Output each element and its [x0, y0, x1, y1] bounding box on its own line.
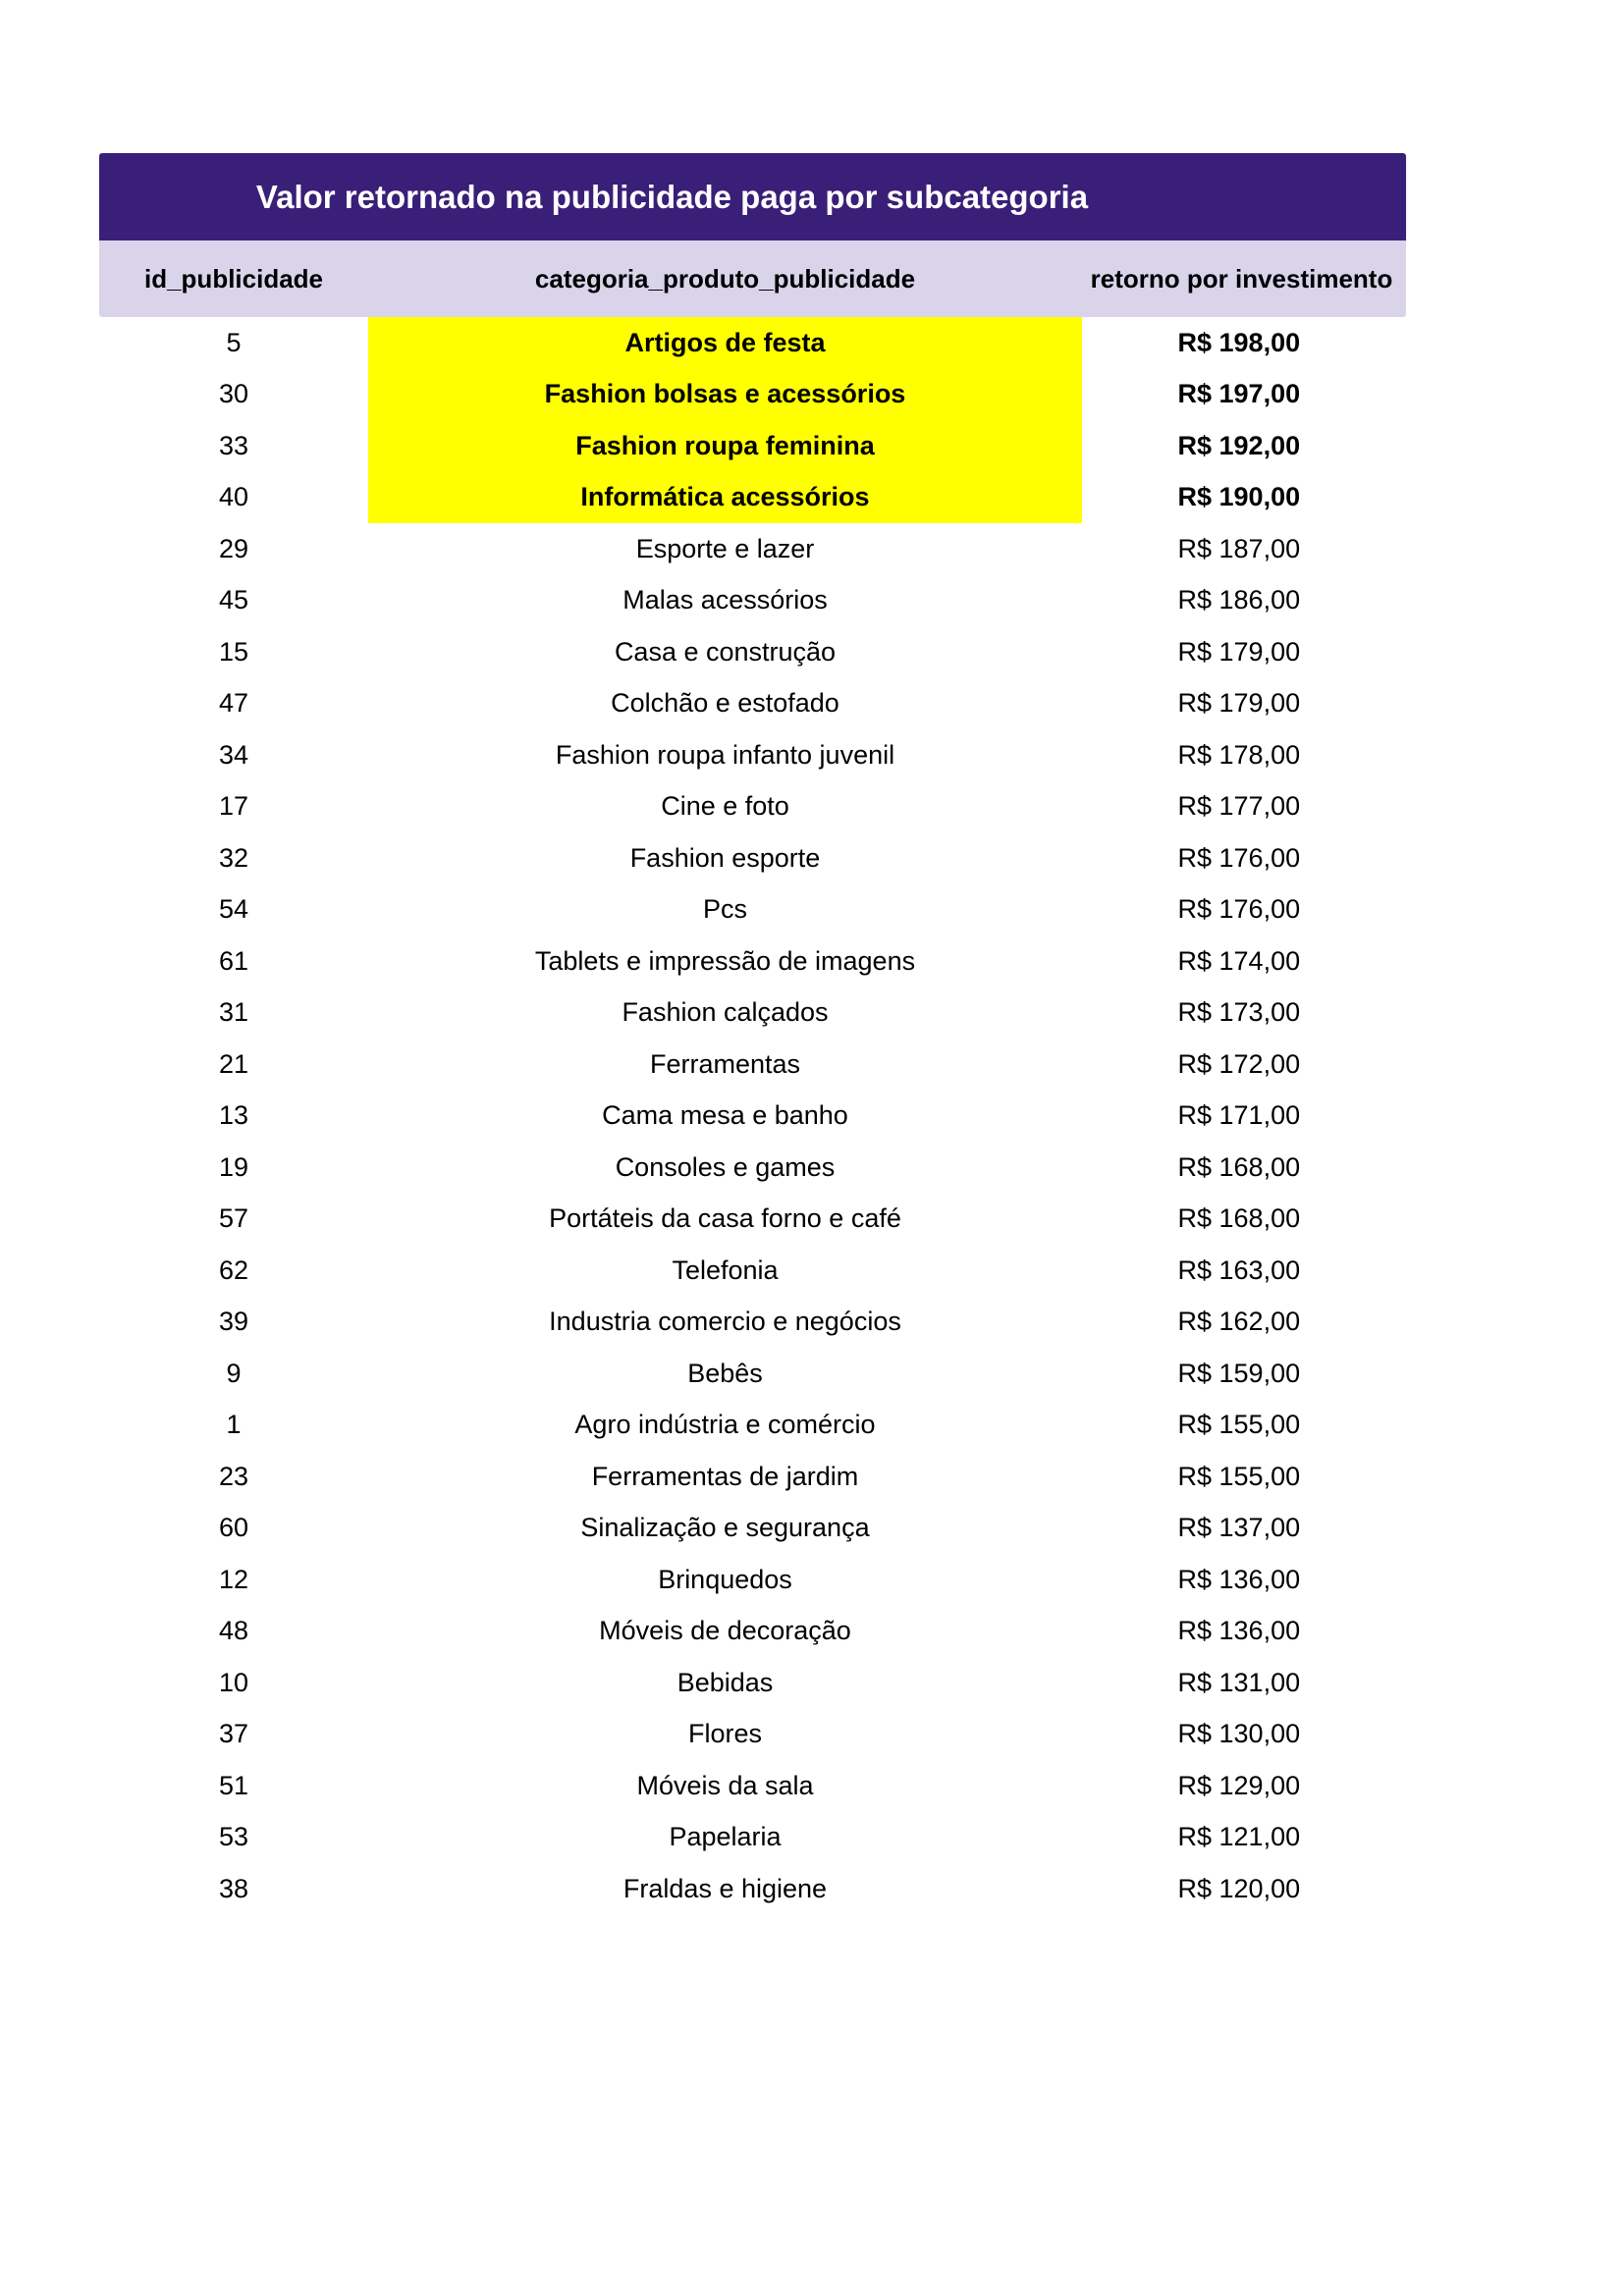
table-row — [99, 781, 1406, 833]
table-row — [99, 626, 1406, 678]
table-row — [99, 420, 1406, 472]
cell-return-value: R$ 163,00 — [1177, 1255, 1301, 1285]
cell-return — [1082, 1142, 1401, 1194]
cell-return-value: R$ 130,00 — [1177, 1719, 1301, 1749]
table-row — [99, 832, 1406, 884]
cell-id: 57 — [218, 1203, 249, 1234]
cell-return — [1082, 1812, 1401, 1864]
cell-return-value: R$ 172,00 — [1177, 1048, 1301, 1079]
cell-return-value: R$ 173,00 — [1177, 997, 1301, 1028]
cell-return-value: R$ 155,00 — [1177, 1461, 1301, 1491]
cell-category: Colchão e estofado — [611, 688, 839, 719]
cell-category: Cama mesa e banho — [602, 1100, 848, 1131]
cell-return — [1082, 420, 1401, 472]
cell-return — [1082, 1091, 1401, 1143]
cell-id: 17 — [218, 791, 249, 822]
table-row — [99, 1194, 1406, 1246]
cell-category: Agro indústria e comércio — [574, 1410, 876, 1440]
cell-id: 37 — [218, 1719, 249, 1749]
cell-category: Consoles e games — [615, 1151, 836, 1182]
cell-return-value: R$ 198,00 — [1177, 327, 1301, 357]
table-row — [99, 1245, 1406, 1297]
cell-return — [1082, 935, 1401, 988]
cell-return — [1082, 575, 1401, 627]
cell-id: 9 — [226, 1358, 242, 1388]
table-row — [99, 1297, 1406, 1349]
cell-return-value: R$ 179,00 — [1177, 636, 1301, 667]
cell-id: 5 — [226, 327, 242, 357]
cell-id: 29 — [218, 533, 249, 563]
cell-return — [1082, 369, 1401, 421]
cell-return — [1082, 523, 1401, 575]
table-title-bar — [99, 153, 1406, 240]
cell-return — [1082, 1400, 1401, 1452]
cell-return — [1082, 1348, 1401, 1400]
cell-return — [1082, 678, 1401, 730]
cell-id: 54 — [218, 894, 249, 925]
report-table — [99, 153, 1406, 1915]
cell-id: 19 — [218, 1151, 249, 1182]
cell-category: Artigos de festa — [368, 317, 1082, 369]
cell-id: 12 — [218, 1564, 249, 1594]
cell-return-value: R$ 155,00 — [1177, 1410, 1301, 1440]
cell-category: Industria comercio e negócios — [549, 1307, 901, 1337]
table-row — [99, 1863, 1406, 1915]
cell-return-value: R$ 159,00 — [1177, 1358, 1301, 1388]
cell-return — [1082, 1863, 1401, 1915]
table-row — [99, 1142, 1406, 1194]
cell-return-value: R$ 121,00 — [1177, 1822, 1301, 1852]
table-row — [99, 678, 1406, 730]
cell-return-value: R$ 136,00 — [1177, 1616, 1301, 1646]
header-return: retorno por investimento — [1090, 263, 1393, 294]
cell-return-value: R$ 187,00 — [1177, 533, 1301, 563]
cell-return — [1082, 1039, 1401, 1091]
cell-category: Telefonia — [672, 1255, 779, 1285]
cell-id: 31 — [218, 997, 249, 1028]
table-row — [99, 575, 1406, 627]
cell-return-value: R$ 168,00 — [1177, 1151, 1301, 1182]
table-row — [99, 935, 1406, 988]
cell-return — [1082, 472, 1401, 524]
cell-category: Informática acessórios — [368, 472, 1082, 524]
cell-return — [1082, 1503, 1401, 1555]
cell-return-value: R$ 120,00 — [1177, 1873, 1301, 1903]
cell-id: 40 — [218, 482, 249, 512]
cell-id: 62 — [218, 1255, 249, 1285]
cell-id: 30 — [218, 379, 249, 409]
cell-id: 45 — [218, 585, 249, 615]
cell-category: Esporte e lazer — [635, 533, 815, 563]
cell-category: Fashion roupa infanto juvenil — [555, 739, 895, 770]
cell-return-value: R$ 197,00 — [1177, 379, 1301, 409]
table-row — [99, 1039, 1406, 1091]
header-category: categoria_produto_publicidade — [534, 263, 916, 294]
cell-return-value: R$ 162,00 — [1177, 1307, 1301, 1337]
cell-category: Móveis da sala — [636, 1770, 814, 1800]
cell-id: 38 — [218, 1873, 249, 1903]
table-row — [99, 369, 1406, 421]
cell-return — [1082, 1297, 1401, 1349]
table-row — [99, 1503, 1406, 1555]
cell-return — [1082, 1606, 1401, 1658]
cell-id: 47 — [218, 688, 249, 719]
cell-return-value: R$ 190,00 — [1177, 482, 1301, 512]
cell-return — [1082, 988, 1401, 1040]
cell-category: Ferramentas — [649, 1048, 801, 1079]
cell-id: 32 — [218, 842, 249, 873]
table-row — [99, 472, 1406, 524]
cell-return-value: R$ 186,00 — [1177, 585, 1301, 615]
table-row — [99, 1760, 1406, 1812]
cell-category: Malas acessórios — [622, 585, 828, 615]
cell-return-value: R$ 179,00 — [1177, 688, 1301, 719]
cell-return-value: R$ 192,00 — [1177, 430, 1301, 460]
table-row — [99, 1709, 1406, 1761]
table-row — [99, 1657, 1406, 1709]
cell-id: 39 — [218, 1307, 249, 1337]
cell-return-value: R$ 177,00 — [1177, 791, 1301, 822]
cell-id: 61 — [218, 945, 249, 976]
table-row — [99, 988, 1406, 1040]
cell-return-value: R$ 168,00 — [1177, 1203, 1301, 1234]
cell-id: 53 — [218, 1822, 249, 1852]
cell-id: 23 — [218, 1461, 249, 1491]
cell-id: 13 — [218, 1100, 249, 1131]
cell-return — [1082, 626, 1401, 678]
cell-id: 60 — [218, 1513, 249, 1543]
cell-return — [1082, 1245, 1401, 1297]
cell-return-value: R$ 178,00 — [1177, 739, 1301, 770]
cell-id: 21 — [218, 1048, 249, 1079]
cell-category: Bebês — [687, 1358, 763, 1388]
cell-return — [1082, 1657, 1401, 1709]
cell-return-value: R$ 129,00 — [1177, 1770, 1301, 1800]
cell-return — [1082, 1554, 1401, 1606]
cell-category: Papelaria — [669, 1822, 782, 1852]
cell-return-value: R$ 171,00 — [1177, 1100, 1301, 1131]
cell-return — [1082, 1760, 1401, 1812]
cell-id: 34 — [218, 739, 249, 770]
table-row — [99, 1451, 1406, 1503]
cell-category: Móveis de decoração — [599, 1616, 851, 1646]
cell-category: Bebidas — [676, 1667, 774, 1697]
cell-return-value: R$ 131,00 — [1177, 1667, 1301, 1697]
table-row — [99, 1091, 1406, 1143]
cell-category: Flores — [687, 1719, 762, 1749]
cell-category: Pcs — [702, 894, 747, 925]
cell-id: 33 — [218, 430, 249, 460]
cell-id: 10 — [218, 1667, 249, 1697]
table-row — [99, 523, 1406, 575]
table-body — [99, 317, 1406, 1915]
cell-category: Fashion bolsas e acessórios — [368, 369, 1082, 421]
table-row — [99, 1400, 1406, 1452]
cell-category: Fashion roupa feminina — [368, 420, 1082, 472]
header-id: id_publicidade — [143, 263, 324, 294]
table-row — [99, 317, 1406, 369]
table-row — [99, 1348, 1406, 1400]
cell-category: Casa e construção — [614, 636, 837, 667]
header-row — [99, 240, 1406, 317]
cell-return — [1082, 884, 1401, 936]
table-row — [99, 1812, 1406, 1864]
cell-return-value: R$ 176,00 — [1177, 842, 1301, 873]
cell-return-value: R$ 176,00 — [1177, 894, 1301, 925]
cell-category: Sinalização e segurança — [580, 1513, 870, 1543]
cell-id: 15 — [218, 636, 249, 667]
table-row — [99, 1606, 1406, 1658]
cell-id: 1 — [226, 1410, 242, 1440]
table-row — [99, 1554, 1406, 1606]
cell-return — [1082, 729, 1401, 781]
cell-category: Ferramentas de jardim — [591, 1461, 859, 1491]
cell-category: Brinquedos — [658, 1564, 792, 1594]
table-title: Valor retornado na publicidade paga por subcategoria — [255, 178, 1089, 215]
table-row — [99, 729, 1406, 781]
cell-category: Fashion esporte — [629, 842, 821, 873]
table-row — [99, 884, 1406, 936]
cell-category: Tablets e impressão de imagens — [534, 945, 916, 976]
cell-category: Portáteis da casa forno e café — [549, 1203, 901, 1234]
cell-category: Fashion calçados — [622, 997, 829, 1028]
cell-category: Cine e foto — [661, 791, 789, 822]
cell-return — [1082, 1709, 1401, 1761]
cell-return-value: R$ 174,00 — [1177, 945, 1301, 976]
cell-return — [1082, 832, 1401, 884]
cell-return — [1082, 781, 1401, 833]
cell-return-value: R$ 136,00 — [1177, 1564, 1301, 1594]
cell-return — [1082, 317, 1401, 369]
cell-id: 48 — [218, 1616, 249, 1646]
cell-return-value: R$ 137,00 — [1177, 1513, 1301, 1543]
cell-return — [1082, 1451, 1401, 1503]
cell-return — [1082, 1194, 1401, 1246]
cell-id: 51 — [218, 1770, 249, 1800]
cell-category: Fraldas e higiene — [622, 1873, 828, 1903]
